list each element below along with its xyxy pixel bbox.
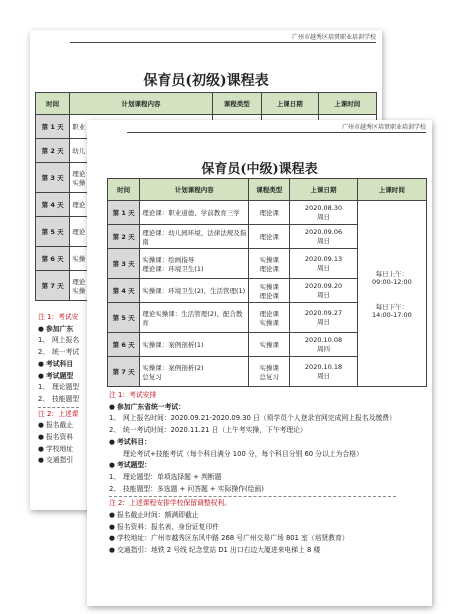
note-text: 网上报名时间：2020.09.21-2020.09.30 日（须学员个人登录官网完成网上报名及缴费） [123,414,396,423]
morning-time: 每日上午： 09:00-12:00 [372,269,412,286]
note-text: 参加广东省统一考试： [117,402,185,411]
note-text: 学校地址 [46,444,74,453]
bullet-icon: ● [109,534,115,543]
note-line [38,359,79,371]
course-content-cell: 理论课：幼儿园环境、法律法规及指南 [140,225,249,249]
course-type-cell: 理论课 实操课 [249,303,290,333]
date-cell: 2020.10.08 周四 [290,333,358,357]
column-header: 课程类型 [212,93,261,115]
note-text: 注 2：上述课 [38,409,79,418]
note-text: 技能题型：多选题 + 问答题 + 实际操作(绘画) [123,484,264,493]
bullet-icon: ● [109,461,115,470]
note-text: 理论题型 [52,383,80,392]
note-line [38,335,79,347]
header-rule [127,132,426,133]
list-number: 1、 [38,336,50,345]
note-line [109,413,396,425]
column-header: 计划课程内容 [70,93,212,115]
note-line [109,522,396,534]
note-line [38,382,79,394]
note-text: 注 2：上述课程安排学校保留调整权利。 [109,499,232,508]
notes-section [109,390,396,557]
list-number: 1、 [38,383,50,392]
course-content-cell: 理论 [70,193,212,217]
note-text: 统一考试 [52,348,80,357]
bullet-icon: ● [109,511,115,520]
note-line [109,390,396,402]
day-cell: 第 5 天 [108,303,140,333]
note-line [109,510,396,522]
page-title: 保育员(中级)课程表 [201,162,318,177]
bullet-icon: ● [38,444,44,453]
day-cell: 第 2 天 [108,225,140,249]
day-cell: 第 3 天 [36,163,70,193]
note-text: 理论考试+技能考试（每个科目满分 100 分，每个科目分别 60 分以上为合格） [123,449,363,458]
table-row [108,201,427,225]
day-cell: 第 6 天 [108,333,140,357]
day-cell: 第 1 天 [108,201,140,225]
list-number: 2、 [38,348,50,357]
course-content-cell: 理论 实操 [70,271,212,301]
note-text: 考试题型： [117,461,151,470]
bullet-icon: ● [109,546,115,555]
course-content-cell: 理论课：职业道德、学前教育三学 [140,201,249,225]
note-text: 参加广东 [46,324,74,333]
note-line [109,425,396,437]
course-content-cell: 实操课：案例剖析(1) [140,333,249,357]
date-cell: 2020.08.30 周日 [290,201,358,225]
note-line [109,545,396,557]
date-cell: 2020.10.18 周日 [290,357,358,387]
note-line [109,402,396,414]
bullet-icon: ● [38,359,44,368]
course-content-cell: 理论实操课：生活管理(2)、配合教育 [140,303,249,333]
note-line [38,324,79,336]
note-line [38,455,79,467]
course-content-cell: 理论 实操 [70,163,212,193]
bullet-icon: ● [109,402,115,411]
course-type-cell: 实操课 理论课 [249,249,290,279]
bullet-icon: ● [38,433,44,442]
note-line [38,347,79,359]
day-cell: 第 7 天 [36,271,70,301]
note-line [38,409,79,421]
header-school-name: 广州市越秀区培贤职业培训学校 [341,124,426,131]
note-line [109,484,396,496]
note-text: 技能题型 [52,394,80,403]
day-cell: 第 7 天 [108,357,140,387]
page-title: 保育员(初级)课程表 [143,73,269,89]
note-text: 交通指引 [46,456,74,465]
note-text: 报名资料：报名表、身份证复印件 [117,522,219,531]
note-text: 理论题型：单项选择题 + 判断题 [123,472,222,481]
date-cell: 2020.09.27 周日 [290,303,358,333]
list-number: 1、 [109,414,121,423]
bullet-icon: ● [38,421,44,430]
bullet-icon: ● [38,324,44,333]
day-cell: 第 5 天 [36,217,70,247]
note-text: 考试科目： [117,437,151,446]
list-number: 2、 [109,484,121,493]
note-text: 考试题型 [46,371,74,380]
note-line [109,460,396,472]
column-header: 时间 [36,93,70,115]
note-line [109,533,396,545]
note-text: 报名截止 [46,421,74,430]
notes-section [38,312,79,467]
bullet-icon: ● [109,437,115,446]
column-header: 时间 [108,179,140,201]
list-number: 1、 [109,472,121,481]
course-content-cell: 实操课：案例剖析(2) 总复习 [140,357,249,387]
day-cell: 第 6 天 [36,247,70,271]
course-type-cell: 实操课 总复习 [249,357,290,387]
note-line [109,437,396,449]
note-text: 网上报名 [52,336,80,345]
note-text: 注 1：考试安 [38,313,79,321]
header-school-name: 广州市越秀区培贤职业培训学校 [291,34,376,41]
column-header: 计划课程内容 [140,179,249,201]
header-rule [70,42,376,43]
course-content-cell: 理论 [70,217,212,247]
note-line [38,394,79,406]
day-cell: 第 3 天 [108,249,140,279]
note-line [38,432,79,444]
note-text: 考试科目 [46,359,74,368]
note-line [109,472,396,484]
column-header: 课程类型 [249,179,290,201]
list-number: 2、 [109,426,121,435]
course-content-cell: 幼儿 [70,139,212,163]
note-line [109,498,396,510]
note-line [38,312,79,324]
date-cell: 2020.09.13 周日 [290,249,358,279]
column-header: 上课日期 [261,93,318,115]
schedule-table [107,178,427,387]
day-cell: 第 2 天 [36,139,70,163]
note-divider [38,407,79,408]
bullet-icon: ● [38,456,44,465]
course-content-cell: 职业 [70,115,212,139]
note-text: 学校地址：广州市越秀区东风中路 268 号广州交易广场 801 室（培贤教育） [117,534,349,543]
date-cell: 2020.09.20 周日 [290,279,358,303]
note-text: 报名资料 [46,433,74,442]
front-document-page [87,120,432,606]
course-content-cell: 实操课：绘画指导 理论课：环境卫生(1) [140,249,249,279]
note-divider [109,496,396,497]
course-type-cell: 理论课 [249,201,290,225]
afternoon-time: 每日下午： 14:00-17:00 [372,302,412,319]
course-type-cell: 实操课 理论课 [249,279,290,303]
note-text: 注 1：考试安排 [109,391,157,399]
day-cell: 第 1 天 [36,115,70,139]
date-cell: 2020.09.06 周日 [290,225,358,249]
class-time-cell [357,201,426,387]
note-text: 交通指引：地铁 2 号线 纪念堂站 D1 出口右边大厦进来电梯上 8 楼 [117,546,321,555]
day-cell: 第 4 天 [108,279,140,303]
column-header: 上课日期 [290,179,358,201]
note-text: 报名截止时间：额满即截止 [117,511,199,520]
note-line [38,444,79,456]
course-content-cell: 实操 [70,247,212,271]
column-header: 上课时间 [357,179,426,201]
bullet-icon: ● [38,371,44,380]
note-line [38,371,79,383]
day-cell: 第 4 天 [36,193,70,217]
column-header: 上课时间 [318,93,376,115]
note-line [109,449,396,461]
bullet-icon: ● [109,522,115,531]
note-text: 统一考试时间：2020.11.21 日（上午考实操，下午考理论） [123,426,307,435]
note-line [38,420,79,432]
course-type-cell: 理论课 [249,225,290,249]
list-number: 2、 [38,394,50,403]
course-type-cell: 实操课 [249,333,290,357]
course-content-cell: 实操课：环境卫生(2)、生活管理(1) [140,279,249,303]
